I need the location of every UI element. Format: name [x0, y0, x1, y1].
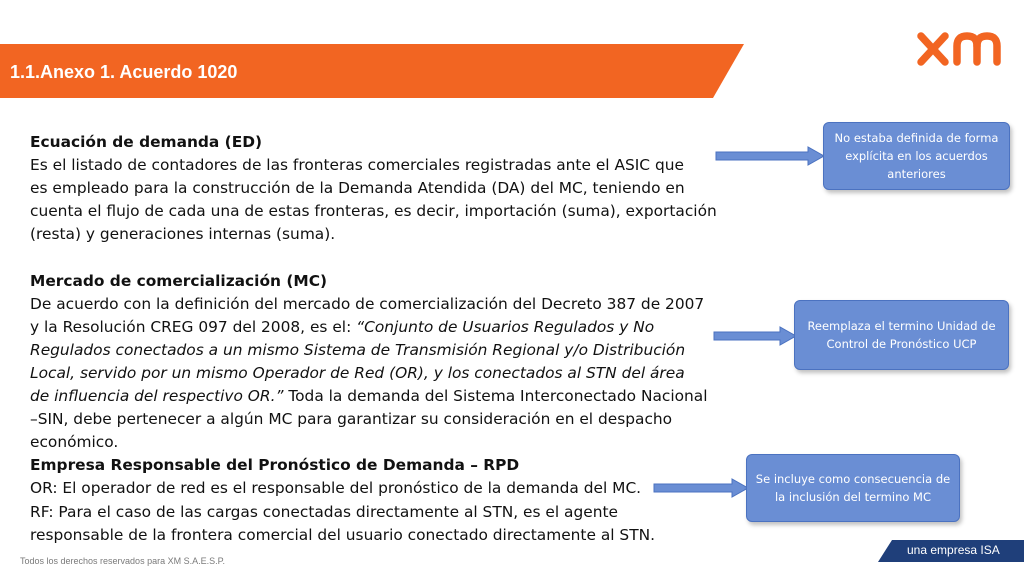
main-content [30, 131, 730, 547]
section1-line: es empleado para la construcción de la Demanda Atendida (DA) del MC, teniendo en [30, 179, 685, 198]
section2-text: Toda la demanda del Sistema Interconectado Nacional [283, 387, 708, 406]
callout-rpd-note: Se incluye como consecuencia de la inclusión del termino MC [746, 454, 960, 522]
section1-line: cuenta el flujo de cada una de estas fronteras, es decir, importación (suma), exportación [30, 202, 717, 221]
section2-quote: de influencia del respectivo OR.” [30, 387, 284, 406]
section1-line: (resta) y generaciones internas (suma). [30, 225, 336, 244]
section2-line: De acuerdo con la definición del mercado de comercialización del Decreto 387 de 2007 [30, 294, 705, 313]
section-heading-rpd: Empresa Responsable del Pronóstico de Demanda – RPD [30, 456, 520, 475]
isa-label: una empresa ISA [907, 543, 1000, 557]
arrow-right-icon [652, 478, 750, 498]
arrow-right-icon [714, 146, 826, 166]
callout-mc-note: Reemplaza el termino Unidad de Control de Pronóstico UCP [794, 300, 1009, 370]
arrow-right-icon [712, 326, 798, 346]
section2-line: económico. [30, 433, 119, 452]
section2-quote-line: Regulados conectados a un mismo Sistema de Transmisión Regional y/o Distribución [30, 340, 686, 359]
section3-line: OR: El operador de red es el responsable del pronóstico de la demanda del MC. [30, 479, 642, 498]
section1-line: Es el listado de contadores de las fronteras comerciales registradas ante el ASIC que [30, 156, 684, 175]
section3-line: responsable de la frontera comercial del usuario conectado directamente al STN. [30, 525, 656, 544]
section2-quote-line: Local, servido por un mismo Operador de Red (OR), y los conectados al STN del área [30, 363, 685, 382]
blank-line [30, 246, 730, 269]
section2-line [30, 385, 730, 408]
section2-quote: “Conjunto de Usuarios Regulados y No [356, 317, 655, 336]
section-heading-ed: Ecuación de demanda (ED) [30, 133, 263, 151]
section2-line: –SIN, debe pertenecer a algún MC para garantizar su consideración en el despacho [30, 410, 673, 429]
xm-logo [915, 18, 1015, 82]
section2-text: y la Resolución CREG 097 del 2008, es el: [30, 317, 357, 336]
section2-line [30, 316, 730, 339]
copyright-footer: Todos los derechos reservados para XM S.A.E.S.P. [20, 556, 225, 566]
section-heading-mc: Mercado de comercialización (MC) [30, 271, 328, 290]
section3-line: RF: Para el caso de las cargas conectadas directamente al STN, es el agente [30, 502, 618, 521]
callout-ed-note: No estaba definida de forma explícita en los acuerdos anteriores [823, 122, 1010, 190]
page-title: 1.1.Anexo 1. Acuerdo 1020 [10, 62, 238, 82]
